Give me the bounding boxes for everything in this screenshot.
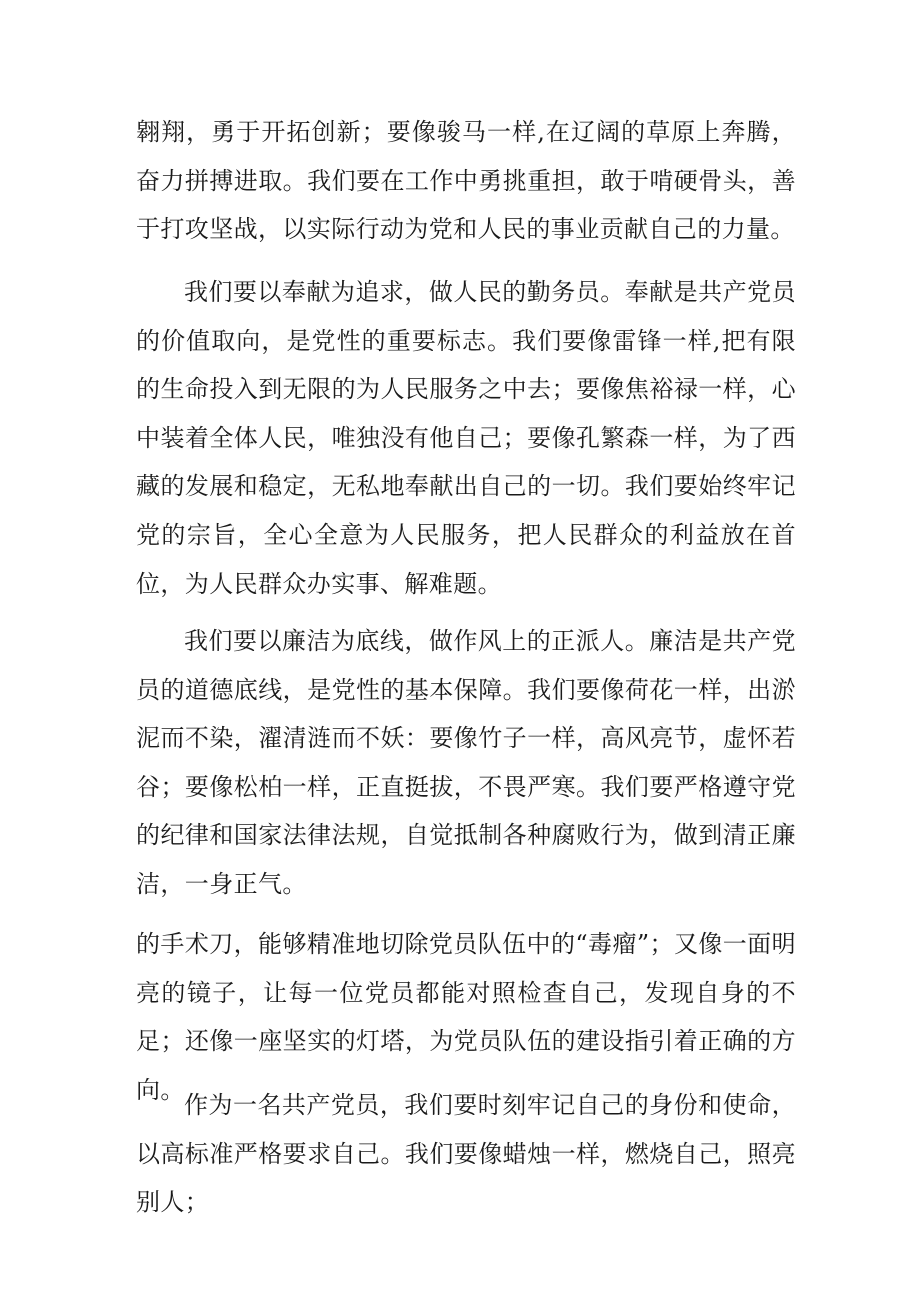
- paragraph-1: 翱翔，勇于开拓创新；要像骏马一样,在辽阔的草原上奔腾，奋力拼搏进取。我们要在工作中勇挑重担，敢于啃硬骨头，善于打攻坚战，以实际行动为党和人民的事业贡献自己的力量。: [136, 118, 796, 244]
- paragraph-4: 的手术刀，能够精准地切除党员队伍中的“毒瘤”；又像一面明亮的镜子，让每一位党员都能对照检查自己，发现自身的不足；还像一座坚实的灯塔，为党员队伍的建设指引着正确的方向。: [136, 930, 796, 1104]
- paragraph-5: 作为一名共产党员，我们要时刻牢记自己的身份和使命，以高标准严格要求自己。我们要像蜡烛一样，燃烧自己，照亮别人；: [136, 1091, 796, 1217]
- paragraph-2: 我们要以奉献为追求，做人民的勤务员。奉献是共产党员的价值取向，是党性的重要标志。我们要像雷锋一样,把有限的生命投入到无限的为人民服务之中去；要像焦裕禄一样，心中装着全体人民，唯独没有他自己；要像孔繁森一样，为了西藏的发展和稳定，无私地奉献出自己的一切。我们要始终牢记党的宗旨，全心全意为人民服务，把人民群众的利益放在首位，为人民群众办实事、解难题。: [136, 278, 796, 598]
- paragraph-3: 我们要以廉洁为底线，做作风上的正派人。廉洁是共产党员的道德底线，是党性的基本保障。我们要像荷花一样，出淤泥而不染，濯清涟而不妖：要像竹子一样，高风亮节，虚怀若谷；要像松柏一样，正直挺拔，不畏严寒。我们要严格遵守党的纪律和国家法律法规，自觉抵制各种腐败行为，做到清正廉洁，一身正气。: [136, 627, 796, 898]
